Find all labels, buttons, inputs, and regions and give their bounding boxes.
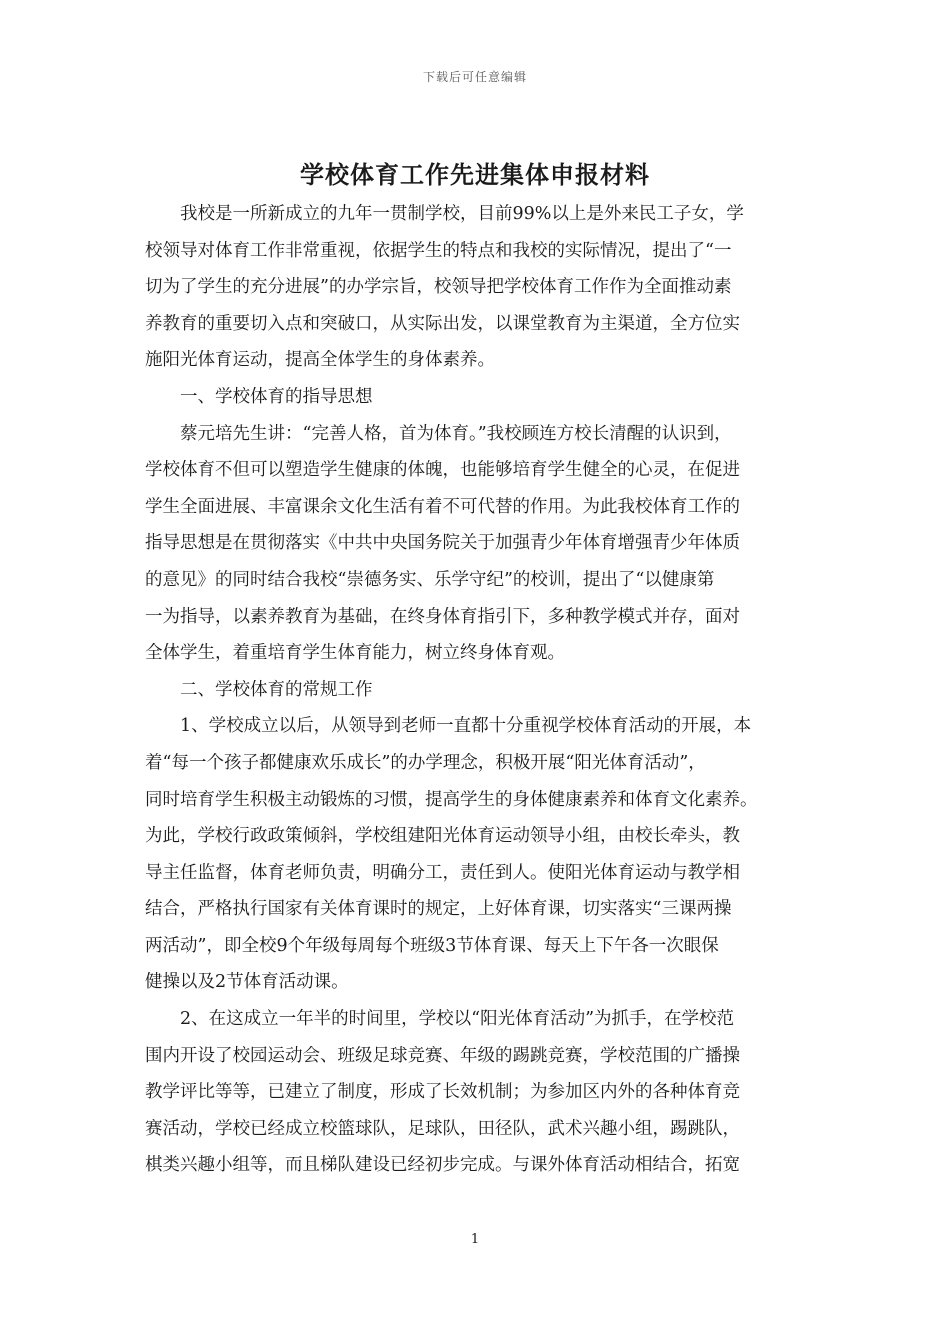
body-line: 棋类兴趣小组等，而且梯队建设已经初步完成。与课外体育活动相结合，拓宽 xyxy=(145,1155,740,1176)
body-line: 校领导对体育工作非常重视，依据学生的特点和我校的实际情况，提出了“一 xyxy=(145,240,732,261)
body-line: 围内开设了校园运动会、班级足球竞赛、年级的踢跳竞赛，学校范围的广播操 xyxy=(145,1045,740,1066)
body-line: 导主任监督，体育老师负责，明确分工，责任到人。使阳光体育运动与教学相 xyxy=(145,862,740,883)
header-note: 下载后可任意编辑 xyxy=(422,70,527,84)
body-line: 指导思想是在贯彻落实《中共中央国务院关于加强青少年体育增强青少年体质 xyxy=(145,533,740,554)
document-title: 学校体育工作先进集体申报材料 xyxy=(300,160,650,189)
body-line: 同时培育学生积极主动锻炼的习惯，提高学生的身体健康素养和体育文化素养。 xyxy=(145,789,758,810)
body-line: 我校是一所新成立的九年一贯制学校，目前99%以上是外来民工子女，学 xyxy=(145,204,744,224)
body-line: 健操以及2节体育活动课。 xyxy=(145,972,349,993)
body-line: 结合，严格执行国家有关体育课时的规定，上好体育课，切实落实“三课两操 xyxy=(145,899,732,920)
body-line: 蔡元培先生讲：“完善人格，首为体育。”我校顾连方校长清醒的认识到， xyxy=(145,423,732,444)
body-line: 赛活动，学校已经成立校篮球队，足球队，田径队，武术兴趣小组，踢跳队， xyxy=(145,1118,740,1139)
body-line: 学校体育不但可以塑造学生健康的体魄，也能够培育学生健全的心灵，在促进 xyxy=(145,460,740,481)
document-body xyxy=(145,196,805,1184)
body-line: 的意见》的同时结合我校“崇德务实、乐学守纪”的校训，提出了“以健康第 xyxy=(145,569,715,590)
body-line: 为此，学校行政政策倾斜，学校组建阳光体育运动领导小组，由校长牵头，教 xyxy=(145,826,740,847)
section-heading: 二、学校体育的常规工作 xyxy=(145,679,373,700)
body-line: 两活动”，即全校9个年级每周每个班级3节体育课、每天上下午各一次眼保 xyxy=(145,935,719,956)
body-line: 2、在这成立一年半的时间里，学校以“阳光体育活动”为抓手，在学校范 xyxy=(145,1009,735,1030)
body-line: 切为了学生的充分进展”的办学宗旨，校领导把学校体育工作作为全面推动素 xyxy=(145,277,732,298)
body-line: 1、学校成立以后，从领导到老师一直都十分重视学校体育活动的开展，本 xyxy=(145,716,752,737)
body-line: 教学评比等等，已建立了制度，形成了长效机制；为参加区内外的各种体育竞 xyxy=(145,1082,740,1103)
body-line: 学生全面进展、丰富课余文化生活有着不可代替的作用。为此我校体育工作的 xyxy=(145,496,740,517)
body-line: 全体学生，着重培育学生体育能力，树立终身体育观。 xyxy=(145,643,565,664)
body-line: 养教育的重要切入点和突破口，从实际出发，以课堂教育为主渠道，全方位实 xyxy=(145,313,740,334)
section-heading: 一、学校体育的指导思想 xyxy=(145,386,373,407)
body-line: 着“每一个孩子都健康欢乐成长”的办学理念，积极开展“阳光体育活动”， xyxy=(145,752,706,773)
body-line: 施阳光体育运动，提高全体学生的身体素养。 xyxy=(145,350,495,371)
page-number: 1 xyxy=(470,1232,480,1247)
body-line: 一为指导，以素养教育为基础，在终身体育指引下，多种教学模式并存，面对 xyxy=(145,606,740,627)
